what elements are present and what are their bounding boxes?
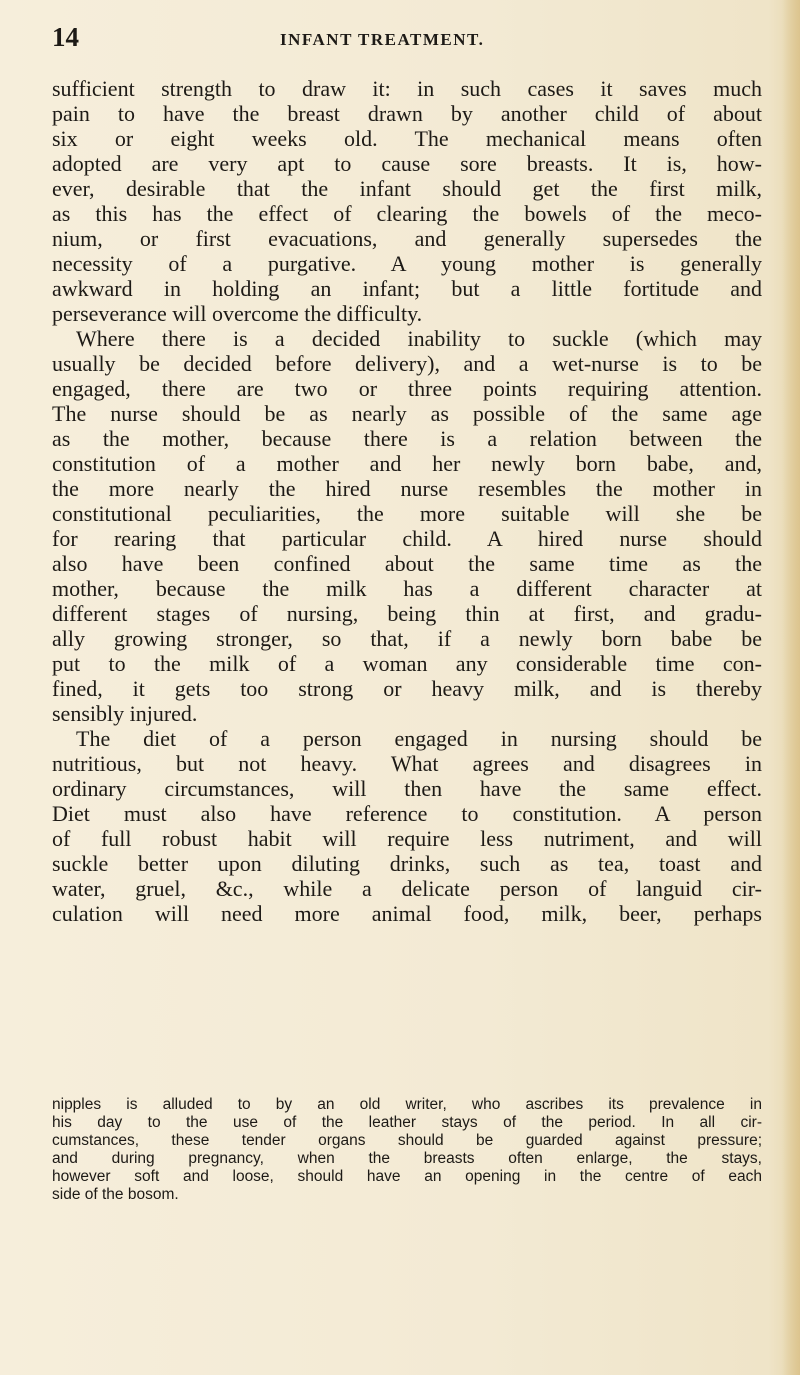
page-number: 14: [52, 22, 79, 52]
body-line: put to the milk of a woman any considerable time con-: [52, 651, 762, 676]
body-line: ally growing stronger, so that, if a newly born babe be: [52, 626, 762, 651]
body-line: pain to have the breast drawn by another child of about: [52, 101, 762, 126]
body-line: perseverance will overcome the difficulty.: [52, 301, 423, 326]
footnote: [52, 1096, 762, 1204]
footnote-line: however soft and loose, should have an opening in the centre of each: [52, 1168, 762, 1185]
body-line: adopted are very apt to cause sore breasts. It is, how-: [52, 151, 762, 176]
footnote-line: and during pregnancy, when the breasts often enlarge, the stays,: [52, 1150, 762, 1167]
body-line: constitution of a mother and her newly born babe, and,: [52, 451, 762, 476]
body-line: nium, or first evacuations, and generally supersedes the: [52, 226, 762, 251]
body-line: as the mother, because there is a relation between the: [52, 426, 762, 451]
running-title: INFANT TREATMENT.: [280, 30, 485, 49]
body-line: usually be decided before delivery), and a wet-nurse is to be: [52, 351, 762, 376]
body-line: water, gruel, &c., while a delicate person of languid cir-: [52, 876, 762, 901]
body-line: Where there is a decided inability to suckle (which may: [76, 326, 762, 351]
body-line: sensibly injured.: [52, 701, 198, 726]
body-line: constitutional peculiarities, the more suitable will she be: [52, 501, 762, 526]
body-line: suckle better upon diluting drinks, such as tea, toast and: [52, 851, 762, 876]
body-line: six or eight weeks old. The mechanical means often: [52, 126, 762, 151]
body-text: [52, 76, 762, 926]
body-line: awkward in holding an infant; but a little fortitude and: [52, 276, 762, 301]
body-line: ordinary circumstances, will then have the same effect.: [52, 776, 762, 801]
body-line: nutritious, but not heavy. What agrees and disagrees in: [52, 751, 762, 776]
body-line: The nurse should be as nearly as possible of the same age: [52, 401, 762, 426]
body-line: mother, because the milk has a different character at: [52, 576, 762, 601]
body-line: also have been confined about the same time as the: [52, 551, 762, 576]
body-line: different stages of nursing, being thin at first, and gradu-: [52, 601, 762, 626]
body-line: culation will need more animal food, milk, beer, perhaps: [52, 901, 762, 926]
body-line: the more nearly the hired nurse resembles the mother in: [52, 476, 762, 501]
page-header: [52, 22, 772, 52]
body-line: engaged, there are two or three points requiring attention.: [52, 376, 762, 401]
body-line: sufficient strength to draw it: in such cases it saves much: [52, 76, 762, 101]
body-line: The diet of a person engaged in nursing should be: [76, 726, 762, 751]
body-line: as this has the effect of clearing the bowels of the meco-: [52, 201, 762, 226]
page-edge-shadow: [782, 0, 800, 1375]
body-line: Diet must also have reference to constitution. A person: [52, 801, 762, 826]
footnote-line: nipples is alluded to by an old writer, who ascribes its prevalence in: [52, 1096, 762, 1113]
footnote-line: side of the bosom.: [52, 1186, 179, 1203]
body-line: fined, it gets too strong or heavy milk, and is thereby: [52, 676, 762, 701]
body-line: for rearing that particular child. A hired nurse should: [52, 526, 762, 551]
body-line: necessity of a purgative. A young mother is generally: [52, 251, 762, 276]
footnote-line: cumstances, these tender organs should be guarded against pressure;: [52, 1132, 762, 1149]
body-line: of full robust habit will require less nutriment, and will: [52, 826, 762, 851]
body-line: ever, desirable that the infant should get the first milk,: [52, 176, 762, 201]
footnote-line: his day to the use of the leather stays of the period. In all cir-: [52, 1114, 762, 1131]
